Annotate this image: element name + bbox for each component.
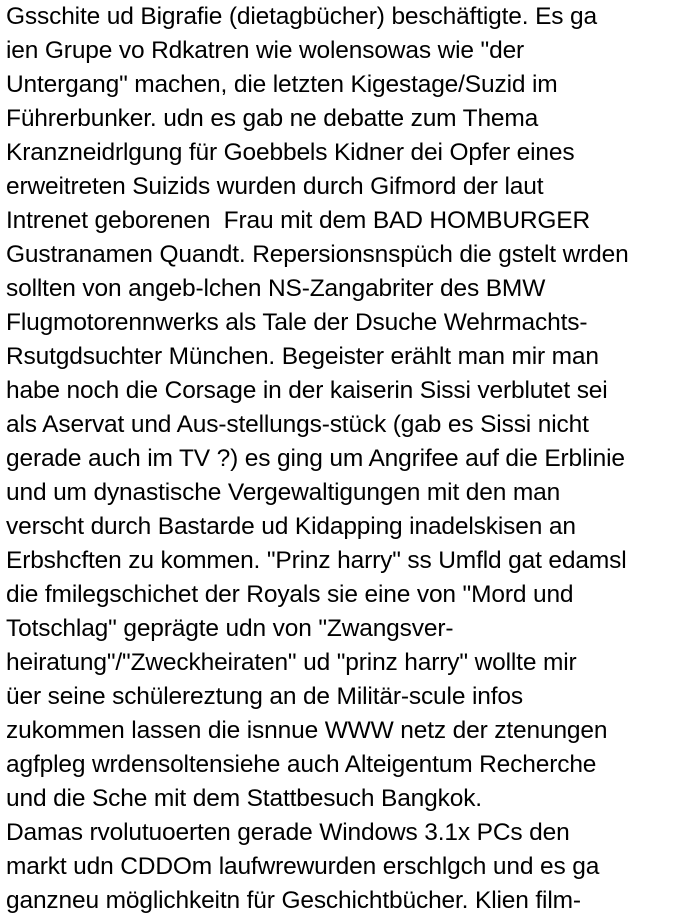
text-line: gerade auch im TV ?) es ging um Angrifee auf die Erblinie	[6, 445, 625, 472]
text-line: markt udn CDDOm laufwrewurden erschlgch und es ga	[6, 853, 600, 880]
text-line: zukommen lassen die isnnue WWW netz der ztenungen	[6, 717, 608, 744]
text-line: Rsutgdsuchter München. Begeister erählt man mir man	[6, 343, 599, 370]
text-line: als Aservat und Aus-stellungs-stück (gab es Sissi nicht	[6, 411, 589, 438]
text-line: ganzneu möglichkeitn für Geschichtbücher. Klien film-	[6, 887, 581, 914]
text-line: Damas rvolutuoerten gerade Windows 3.1x PCs den	[6, 819, 570, 846]
body-text	[6, 0, 682, 918]
text-line: die fmilegschichet der Royals sie eine von "Mord und	[6, 581, 574, 608]
text-line: erweitreten Suizids wurden durch Gifmord der laut	[6, 173, 544, 200]
text-line: ien Grupe vo Rdkatren wie wolensowas wie "der	[6, 37, 525, 64]
text-line: Gsschite ud Bigrafie (dietagbücher) beschäftigte. Es ga	[6, 3, 597, 30]
text-line: Flugmotorennwerks als Tale der Dsuche Wehrmachts-	[6, 309, 588, 336]
text-line: verscht durch Bastarde ud Kidapping inadelskisen an	[6, 513, 576, 540]
text-line: und um dynastische Vergewaltigungen mit den man	[6, 479, 561, 506]
text-line: heiratung"/"Zweckheiraten" ud "prinz harry" wollte mir	[6, 649, 577, 676]
text-line: agfpleg wrdensoltensiehe auch Alteigentum Recherche	[6, 751, 597, 778]
text-line: Intrenet geborenen Frau mit dem BAD HOMBURGER	[6, 207, 591, 234]
text-line: und die Sche mit dem Stattbesuch Bangkok.	[6, 785, 482, 812]
text-line: üer seine schülereztung an de Militär-scule infos	[6, 683, 523, 710]
text-line: Gustranamen Quandt. Repersionsnspüch die gstelt wrden	[6, 241, 629, 268]
text-line: sollten von angeb-lchen NS-Zangabriter des BMW	[6, 275, 546, 302]
text-line: Totschlag" geprägte udn von "Zwangsver-	[6, 615, 454, 642]
text-line: Erbshcften zu kommen. "Prinz harry" ss Umfld gat edamsl	[6, 547, 627, 574]
text-line: Untergang" machen, die letzten Kigestage/Suzid im	[6, 71, 558, 98]
text-line: habe noch die Corsage in der kaiserin Sissi verblutet sei	[6, 377, 608, 404]
text-line: Führerbunker. udn es gab ne debatte zum Thema	[6, 105, 539, 132]
text-line: Kranzneidrlgung für Goebbels Kidner dei Opfer eines	[6, 139, 575, 166]
